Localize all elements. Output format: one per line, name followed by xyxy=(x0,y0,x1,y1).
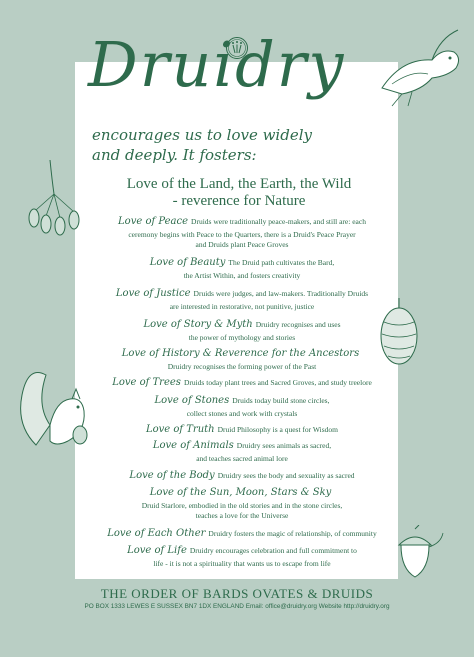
squirrel-illustration xyxy=(6,345,96,455)
entry-life xyxy=(86,544,398,569)
entry-story-myth xyxy=(86,318,398,343)
entry-heading: Love of Beauty xyxy=(149,257,226,268)
entry-text: Druidry encourages celebration and full commitment to xyxy=(189,546,357,555)
entry-sun-moon xyxy=(86,486,398,522)
entry-text: the power of mythology and stories xyxy=(188,332,296,342)
bird-illustration xyxy=(362,18,468,110)
entry-peace xyxy=(86,215,398,251)
subtitle-line-2: and deeply. It fosters: xyxy=(92,146,257,164)
entry-heading: Love of Justice xyxy=(115,288,191,299)
entry-text: Druidry sees animals as sacred, xyxy=(236,441,332,450)
entry-heading: Love of Story & Myth xyxy=(143,319,253,330)
page-title: Druidry xyxy=(88,28,346,101)
entry-text: ceremony begins with Peace to the Quarters, there is a Druid's Peace Prayer xyxy=(128,229,356,239)
entry-heading: Love of Trees xyxy=(112,377,181,388)
entry-text: are interested in restorative, not punitive, justice xyxy=(169,301,315,311)
organization-address: PO BOX 1333 LEWES E SUSSEX BN7 1DX ENGLAND Email: office@druidry.org Website http://druidry.org xyxy=(84,603,390,610)
entry-body xyxy=(86,469,398,484)
entry-trees xyxy=(86,376,398,391)
entry-text: life - it is not a spirituality that wants us to escape from life xyxy=(153,558,331,568)
organization-name: THE ORDER OF BARDS OVATES & DRUIDS xyxy=(100,586,374,601)
entry-text: collect stones and work with crystals xyxy=(186,408,298,418)
entry-heading: Love of the Body xyxy=(129,470,215,481)
entry-stones xyxy=(86,394,398,419)
entry-text: the Artist Within, and fosters creativity xyxy=(183,270,301,280)
entry-justice xyxy=(86,287,398,312)
entry-each-other xyxy=(86,527,398,542)
entry-text: Druidry fosters the magic of relationship, of community xyxy=(208,529,377,538)
entry-text: Druids were judges, and law-makers. Traditionally Druids xyxy=(193,289,369,298)
entry-text: Druidry sees the body and sexuality as sacred xyxy=(217,471,355,480)
entry-text: Druid Philosophy is a quest for Wisdom xyxy=(217,425,339,434)
entry-heading: Love of the Sun, Moon, Stars & Sky xyxy=(149,487,332,498)
entry-text: and teaches sacred animal lore xyxy=(196,453,288,463)
entry-beauty xyxy=(86,256,398,281)
entry-text: teaches a love for the Universe xyxy=(195,511,289,521)
entry-text: Druidry recognises the forming power of the Past xyxy=(167,361,317,371)
entry-animals xyxy=(86,439,398,464)
entry-text: Druids today plant trees and Sacred Groves, and study treelore xyxy=(183,378,372,387)
entry-heading: Love of Stones xyxy=(154,395,230,406)
entry-text: and Druids plant Peace Groves xyxy=(195,240,289,250)
entry-text: Druid Starlore, embodied in the old stories and in the stone circles, xyxy=(141,500,343,510)
entry-heading: Love of Life xyxy=(127,545,187,556)
seeds-illustration xyxy=(14,160,92,240)
entry-history xyxy=(86,347,398,372)
entry-truth xyxy=(86,423,398,438)
entry-heading: Love of Each Other xyxy=(107,528,206,539)
entry-heading: Love of Peace xyxy=(118,216,189,227)
fosters-line-2: - reverence for Nature xyxy=(172,193,306,209)
entry-heading: Love of History & Reverence for the Ancestors xyxy=(121,348,360,359)
entry-text: The Druid path cultivates the Bard, xyxy=(228,258,335,267)
fosters-line-1: Love of the Land, the Earth, the Wild xyxy=(126,176,352,192)
entry-text: Druidry recognises and uses xyxy=(255,320,341,329)
entry-text: Druids today build stone circles, xyxy=(232,396,330,405)
entry-heading: Love of Animals xyxy=(152,440,234,451)
entry-heading: Love of Truth xyxy=(145,424,215,435)
subtitle-line-1: encourages us to love widely xyxy=(92,126,312,144)
entry-text: Druids were traditionally peace-makers, and still are: each xyxy=(191,217,366,226)
